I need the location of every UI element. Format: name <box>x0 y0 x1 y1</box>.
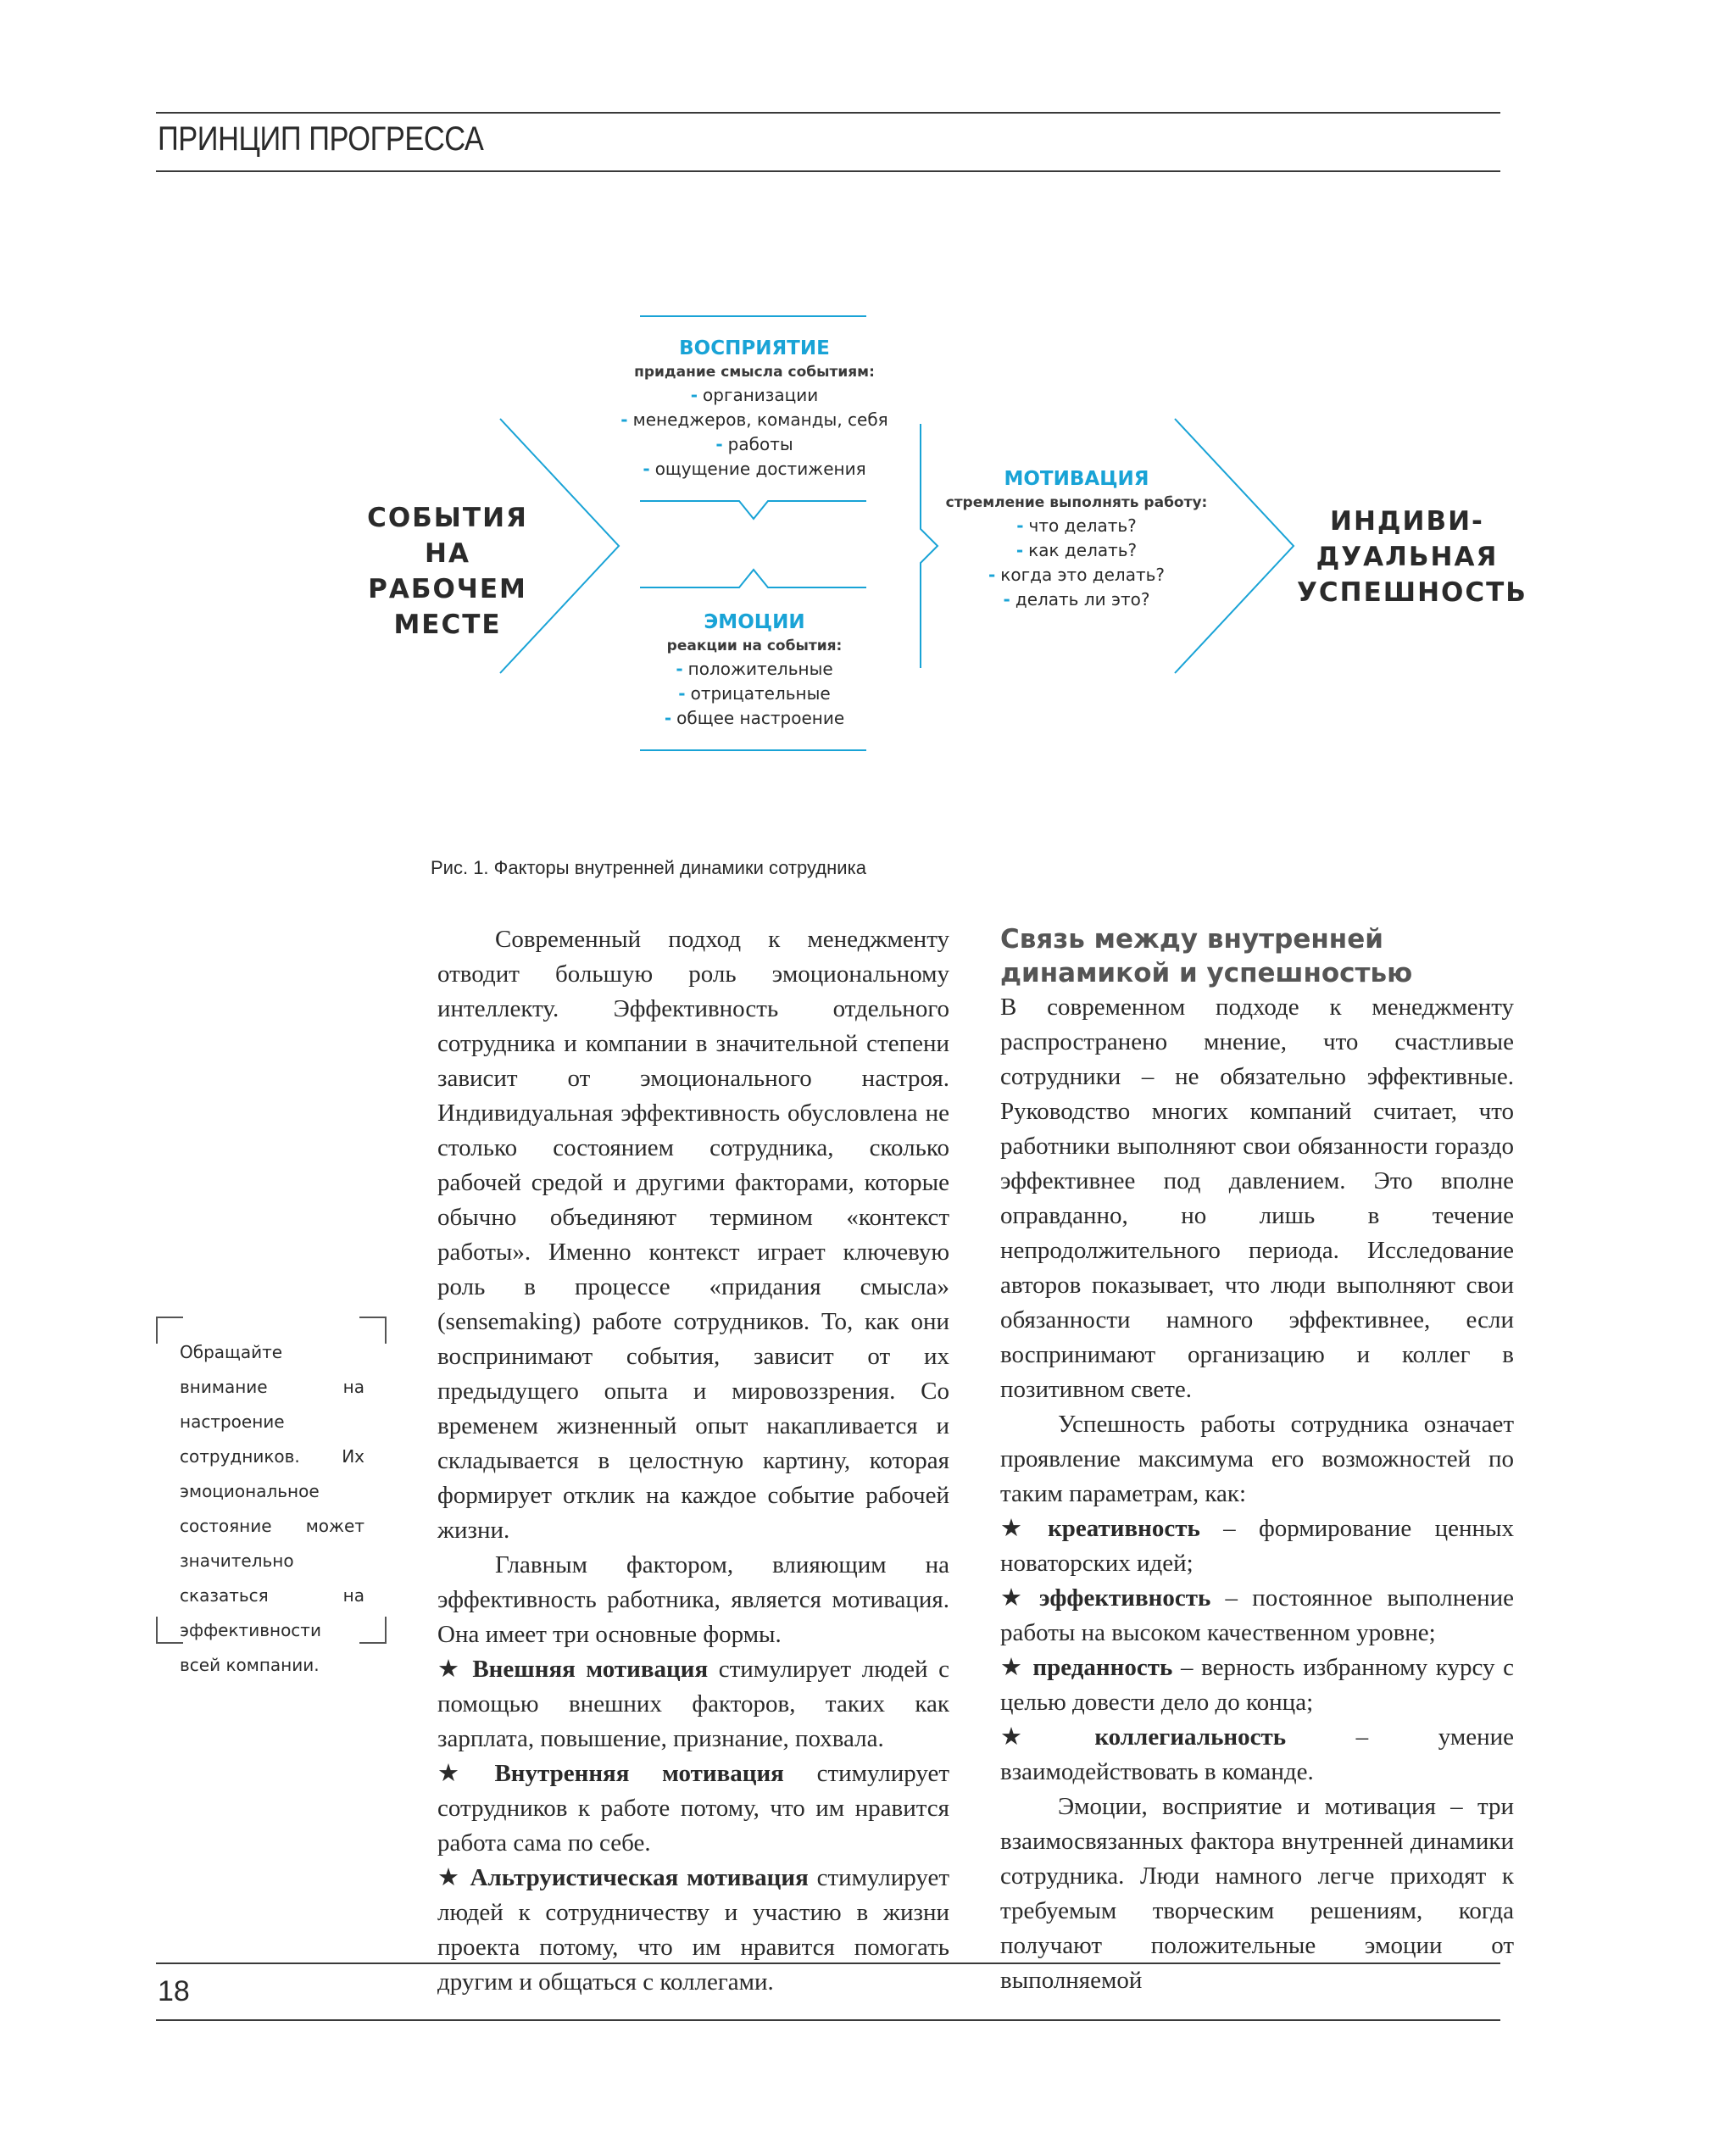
paragraph: Эмоции, восприятие и мотивация – три взаимосвязанных фактора внутренней динамики сотрудника. Люди намного легче приходят к требуемым творческим решениям, когда получают положительные эмоции от выполняемой <box>1000 1793 1514 1994</box>
star-icon: ★ <box>437 1760 487 1787</box>
motivation-block <box>932 466 1221 612</box>
paragraph: Современный подход к менеджменту отводит большую роль эмоциональному интеллекту. Эффективность отдельного сотрудника и компании в значительной степени зависит от эмоционального настроя. Индивидуальная эффективность обусловлена не столько состоянием сотрудника, сколько рабочей средой и другими факторами, которые обычно объединяют термином «контекст работы». Именно контекст играет ключевую роль в процессе «придания смысла» (sensemaking) работе сотрудников. То, как они воспринимают события, зависит от их предыдущего опыта и мировоззрения. Со временем жизненный опыт накапливается и складывается в целостную картину, которая формирует отклик на каждое событие рабочей жизни. <box>437 926 949 1544</box>
left-column <box>437 922 949 2000</box>
motivation-item: - когда это делать? <box>988 565 1166 585</box>
perception-item: - работы <box>715 434 793 454</box>
emotions-item: - отрицательные <box>678 683 831 704</box>
star-icon: ★ <box>1000 1654 1025 1681</box>
running-head: ПРИНЦИП ПРОГРЕССА <box>158 120 484 158</box>
perception-block <box>593 336 915 482</box>
paragraph: Главным фактором, влияющим на эффективность работника, является мотивация. Она имеет три основные формы. <box>437 1551 949 1648</box>
star-icon: ★ <box>437 1864 462 1891</box>
section-heading: Связь между внутренней динамикой и успешностью <box>1000 924 1413 988</box>
bullet-item: ★ Внешняя мотивация стимулирует людей с помощью внешних факторов, таких как зарплата, повышение, признание, похвала. <box>437 1656 949 1752</box>
motivation-title: МОТИВАЦИЯ <box>1004 468 1149 490</box>
events-label: СОБЫТИЯ НА РАБОЧЕМ МЕСТЕ <box>367 503 528 640</box>
perception-title: ВОСПРИЯТИЕ <box>679 337 830 359</box>
motivation-item: - делать ли это? <box>1003 589 1150 610</box>
emotions-subtitle: реакции на события: <box>666 637 843 654</box>
star-icon: ★ <box>437 1656 465 1683</box>
sidebar-note: Обращайте внимание на настроение сотрудников. Их эмоциональное состояние может значительно сказаться на эффективности всей компании. <box>180 1342 364 1675</box>
bullet-item: ★ преданность – верность избранному курсу с целью довести дело до конца; <box>1000 1654 1515 1716</box>
perception-item: - менеджеров, команды, себя <box>620 409 888 430</box>
emotions-title: ЭМОЦИИ <box>704 611 805 633</box>
footer-rule-top <box>156 1962 1500 1964</box>
right-column <box>1000 922 1514 1998</box>
motivation-subtitle: стремление выполнять работу: <box>945 494 1208 511</box>
motivation-item: - что делать? <box>1016 515 1137 536</box>
star-icon: ★ <box>1000 1723 1087 1751</box>
bullet-item: ★ эффективность – постоянное выполнение работы на высоком качественном уровне; <box>1000 1584 1515 1646</box>
paragraph: Успешность работы сотрудника означает проявление максимума его возможностей по таким параметрам, как: <box>1000 1411 1514 1507</box>
outcome-label: ИНДИВИ- ДУАЛЬНАЯ УСПЕШНОСТЬ <box>1297 506 1527 608</box>
bullet-item: ★ Альтруистическая мотивация стимулирует людей к сотрудничеству и участию в жизни проекта потому, что им нравится помогать другим и общаться с коллегами. <box>437 1864 950 1996</box>
figure-caption: Рис. 1. Факторы внутренней динамики сотрудника <box>431 857 866 878</box>
emotions-block <box>593 610 915 731</box>
motivation-item: - как делать? <box>1015 540 1138 560</box>
perception-item: - ощущение достижения <box>643 459 866 479</box>
emotions-item: - положительные <box>676 659 833 679</box>
page-number: 18 <box>158 1975 190 2007</box>
emotions-top-notch <box>640 570 866 587</box>
star-icon: ★ <box>1000 1515 1040 1542</box>
bullet-item: ★ креативность – формирование ценных новаторских идей; <box>1000 1515 1515 1577</box>
paragraph: В современном подходе к менеджменту распространено мнение, что счастливые сотрудники – не обязательно эффективные. Руководство многих компаний считает, что работники выполняют свои обязанности гораздо эффективнее под давлением. Это вполне оправданно, но лишь в течение непродолжительного периода. Исследование авторов показывает, что люди выполняют свои обязанности намного эффективнее, если воспринимают организацию и коллег в позитивном свете. <box>1000 994 1514 1403</box>
emotions-item: - общее настроение <box>664 708 845 728</box>
perception-bottom-notch <box>640 501 866 519</box>
star-icon: ★ <box>1000 1584 1031 1612</box>
bullet-item: ★ коллегиальность – умение взаимодействовать в команде. <box>1000 1723 1514 1785</box>
footer-rule-bottom <box>156 2019 1500 2021</box>
perception-item: - организации <box>690 385 819 405</box>
perception-subtitle: придание смысла событиям: <box>634 364 875 381</box>
bullet-item: ★ Внутренняя мотивация стимулирует сотрудников к работе потому, что им нравится работа сама по себе. <box>437 1760 949 1857</box>
